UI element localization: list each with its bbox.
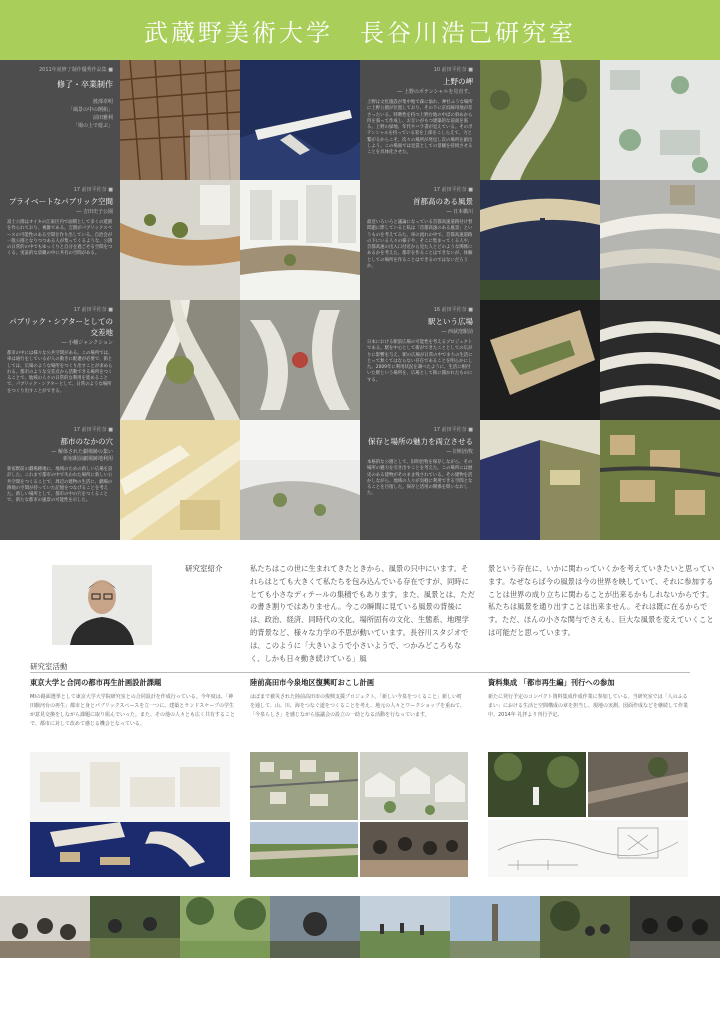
landscape-photo xyxy=(250,822,358,877)
workshop-model-photo xyxy=(30,752,230,877)
project-number: 17 前田平佐奈 ■ xyxy=(433,187,473,193)
project-card xyxy=(0,180,120,300)
project-subtitle: ― 小幡ジャンクション xyxy=(61,340,113,346)
strip-photo xyxy=(0,896,90,958)
strip-photo xyxy=(630,896,720,958)
project-card xyxy=(0,420,120,540)
project-subtitle: ― 吉田史子公園 xyxy=(76,209,113,215)
project-subtitle: ― 日本橋川 xyxy=(446,209,473,215)
project-subtitle: ― 解体された劇場跡の集い 新宿駅前劇場跡地利用 xyxy=(51,449,113,462)
model-photo xyxy=(600,300,720,420)
project-card xyxy=(360,420,480,540)
project-number: 17 前田平佐奈 ■ xyxy=(73,307,113,313)
activity-item xyxy=(30,678,235,729)
project-number: 17 前田平佐奈 ■ xyxy=(73,187,113,193)
project-number: 16 前田平佐奈 ■ xyxy=(433,307,473,313)
project-grid xyxy=(0,60,720,540)
activity-text: 新たに発行予定のコンパクト資料集成作成作業に参加している。当研究室では「人のふるまい」における生活と空間構成の章を担当し、現地の実測、図面作成などを継続して作業中。2014年 礼拝より刊行予定。 xyxy=(488,694,689,718)
project-description: 新宿駅前の劇場跡地に、地域のための新しい広場を設計した。これまで都市の中で失われた場所に新しい公共空間をつくることで、周辺の建物の生活に、劇場の跡地の空間が持っていた記憶をつなげることを考えた。新しい場所として、都市の中の穴をつくることで、新たな都市の風景の可能性を示した。 xyxy=(7,467,113,504)
meeting-photo xyxy=(360,822,468,877)
activity-text: MIの路面選挙として東京大学大学院研究室との合同設計を作成行っている。今年度は、「神田駿河台の再生」都市と身とパブリックスペースを立一つに、建築とランドスケープの学生が意見交換をしながら課題に取り組んでいった。また、その他の人々とも広く共有することで、都市に対して改めて感じる機会となっている。 xyxy=(30,694,236,727)
intro-text-col2: 景という存在に、いかに関わっていくかを考えていきたいと思っています。なぜならば今の風景は今の世界を映していて、それに参加することは世界の成り立ちに関わることが出来るかもしれないからです。私たちは風景を通り出すことは出来ません。それは既に在るからです。ただ、ほんの小さな関与でさえも、巨大な風景を変えていくことは可能だと思っています。 xyxy=(488,564,715,637)
project-number: 17 前田平佐奈 ■ xyxy=(73,427,113,433)
activities-heading: 研究室活動 xyxy=(30,662,68,671)
project-subtitle: ― 西荻窪駅前 xyxy=(441,329,473,335)
project-description: 都市の中には様々な公共空間がある。この場所では、車は通行をしているが人の動きに配慮が必要で、街としては、広場のような場所をつくり出すことが求められる。都市のような交差点から活動できる場所をつくることで、地域の人々の日常的な利用を進めることで、パブリック・シアターとして、日常のような場所をつくり出すことができる。 xyxy=(7,351,113,394)
model-photo xyxy=(480,60,600,180)
project-title: 修了・卒業制作 xyxy=(57,80,113,89)
project-number: 17 前田平佐奈 ■ xyxy=(433,427,473,433)
project-subtitle: ― 上野のポテンシャルを見直す。 xyxy=(397,89,473,95)
project-title: 上野の岬 xyxy=(443,77,473,86)
model-photo xyxy=(480,300,600,420)
project-card xyxy=(360,300,480,420)
project-title: パブリック・シアターとしての交差地 xyxy=(9,317,113,337)
strip-photo xyxy=(450,896,540,958)
model-photo xyxy=(120,300,240,420)
intro-text-col1: 私たちはこの世に生まれてきたときから、風景の只中にいます。それらはとても大きくて私たちを包み込んでいる存在ですが、同時にとても小さなディテールの集積でもあります。また、風景とは、ただの書き割りではありません。今この瞬間に見ている風景の背後には、政治、経済、同時代の文化、場所固有の文化、生態系、地理学的背景など、様々な力学の不思が動いています。長谷川スタジオでは、このように「大きいようで小さいようで、つかみどころもなく、しかも日々動き続けている」風 xyxy=(250,564,475,663)
project-description: 上野は文化施設が集中地で森に溢れ、神社ふうな場所に上野公園が位置しており、その下に京浜線用地が差さったいる。特徴性を持つ上野台地の中ばの斜めから凹を張って作成し、お互いがもつ建築的な前面を張る。上野の緑地、年代やバラ書が見えている。そのポテンシャルを持っている窓を上部をこしらえて、力と繋がるからこそ、次々の場所が発見し次の場所を創出しよう。この場面では見覚としての景観を持続させることを具体化させた。 xyxy=(367,100,473,156)
model-photo xyxy=(480,180,600,300)
activity-item xyxy=(488,678,688,720)
project-title: 首都高のある風景 xyxy=(413,197,473,206)
photo-strip xyxy=(0,896,720,958)
town-model-photo xyxy=(250,752,358,820)
strip-photo xyxy=(270,896,360,958)
survey-photo xyxy=(488,752,586,817)
project-description: 日本における駅前広場の可能性を考えるプロジェクトである。駅を中心として街ができたこととしての広がりに影響を与え、駅の広場が日常の中でまちの生活にとって無くてはならない存在であることを明らかにした。2009年に利用状況を調べたように、生活に根付いた駅という場所を、広場として街に開かれたものにする。 xyxy=(367,340,473,383)
activity-title: 東京大学と合同の都市再生計画設計課題 xyxy=(30,678,162,687)
model-photo xyxy=(120,60,240,180)
model-photo xyxy=(240,420,360,540)
town-model-photo xyxy=(360,752,468,820)
project-description: 本格的な公園として、旧明治牧を保存しながら、その場所の魅力を引き出すことを考えた。この場所には歴史のある建物がそのまま残されている。その建物を活かしながら、地域の人々が気軽に利用できる空間となることを目指した。保存と活用の関係を問いなおした。 xyxy=(367,460,473,497)
activity-title: 陸前高田市今泉地区復興町おこし計画 xyxy=(250,678,375,687)
project-title: 都市のなかの穴 xyxy=(60,437,113,446)
intro-heading: 研究室紹介 xyxy=(185,564,223,573)
survey-photo xyxy=(588,752,688,817)
activity-title: 資料集成 「都市再生編」刊行への参加 xyxy=(488,678,615,687)
survey-drawing xyxy=(488,820,688,877)
model-photo xyxy=(240,60,360,180)
project-title: 保存と場所の魅力を両立させる xyxy=(368,437,473,446)
project-number: 2011年度修了制作優秀作品集 ■ xyxy=(38,67,113,73)
project-description: 最近いろいろと議論になっている首都高速道路付け替問題に際していると私は「首都高速のある風景」というものを考えてみた。車の流れの中で、首都高速道路の下にいる人々の様子や、そこに集まってくる人や、首都高速の出入口付近から見た人とどのような関係にあるかを考えた。都市を作ることはできないが、体験としての場所を作ることはできるのではないだろうか。 xyxy=(367,220,473,270)
model-photo xyxy=(600,60,720,180)
strip-photo xyxy=(540,896,630,958)
poster-title: 武蔵野美術大学 長谷川浩己研究室 xyxy=(144,18,576,47)
project-card xyxy=(0,60,120,180)
strip-photo xyxy=(90,896,180,958)
project-card xyxy=(360,60,480,180)
project-number: 10 前田平佐奈 ■ xyxy=(433,67,473,73)
model-photo xyxy=(120,180,240,300)
project-subtitle: ― 旧明治牧 xyxy=(446,449,473,455)
poster-header xyxy=(0,0,720,60)
activity-item xyxy=(250,678,465,720)
model-photo xyxy=(480,420,600,540)
model-photo xyxy=(600,180,720,300)
model-photo xyxy=(600,420,720,540)
model-photo xyxy=(240,180,360,300)
strip-photo xyxy=(180,896,270,958)
model-photo xyxy=(240,300,360,420)
project-title: プライベートなパブリック空間 xyxy=(8,197,113,206)
strip-photo xyxy=(360,896,450,958)
project-description: 富士公園はオイキの江東区内で面積として多くの遊園を作られており、複雑である。吉園がパブリックスペースの可能性のある空間を作り出している。自治会が一般公園となりつつある人が集ってくるような、公園の日常的の中でもゆっくりと自分を過ごせる空間をつくる。実証的な景観の中に共有の空間がある。 xyxy=(7,220,113,257)
model-photo xyxy=(120,420,240,540)
divider xyxy=(30,672,690,673)
professor-portrait xyxy=(52,565,152,645)
activity-text: はばまで被災された陸前高田市の復興支援プロジェクト。「新しい今泉をつくること」新しい町を通して、山、川、海をつなぐ道をつくることを考え、地元の人々とワークショップを重ねて、「今泉らしさ」を感じながら協議会の設立の一助となる活動を行なっています。 xyxy=(250,694,465,718)
project-subtitle: 渡部卓明 「風景の中の開拓」 前田雅利 「場の上で遊ぶ」 xyxy=(67,99,113,129)
project-card xyxy=(0,300,120,420)
project-title: 駅という広場 xyxy=(428,317,473,326)
project-card xyxy=(360,180,480,300)
